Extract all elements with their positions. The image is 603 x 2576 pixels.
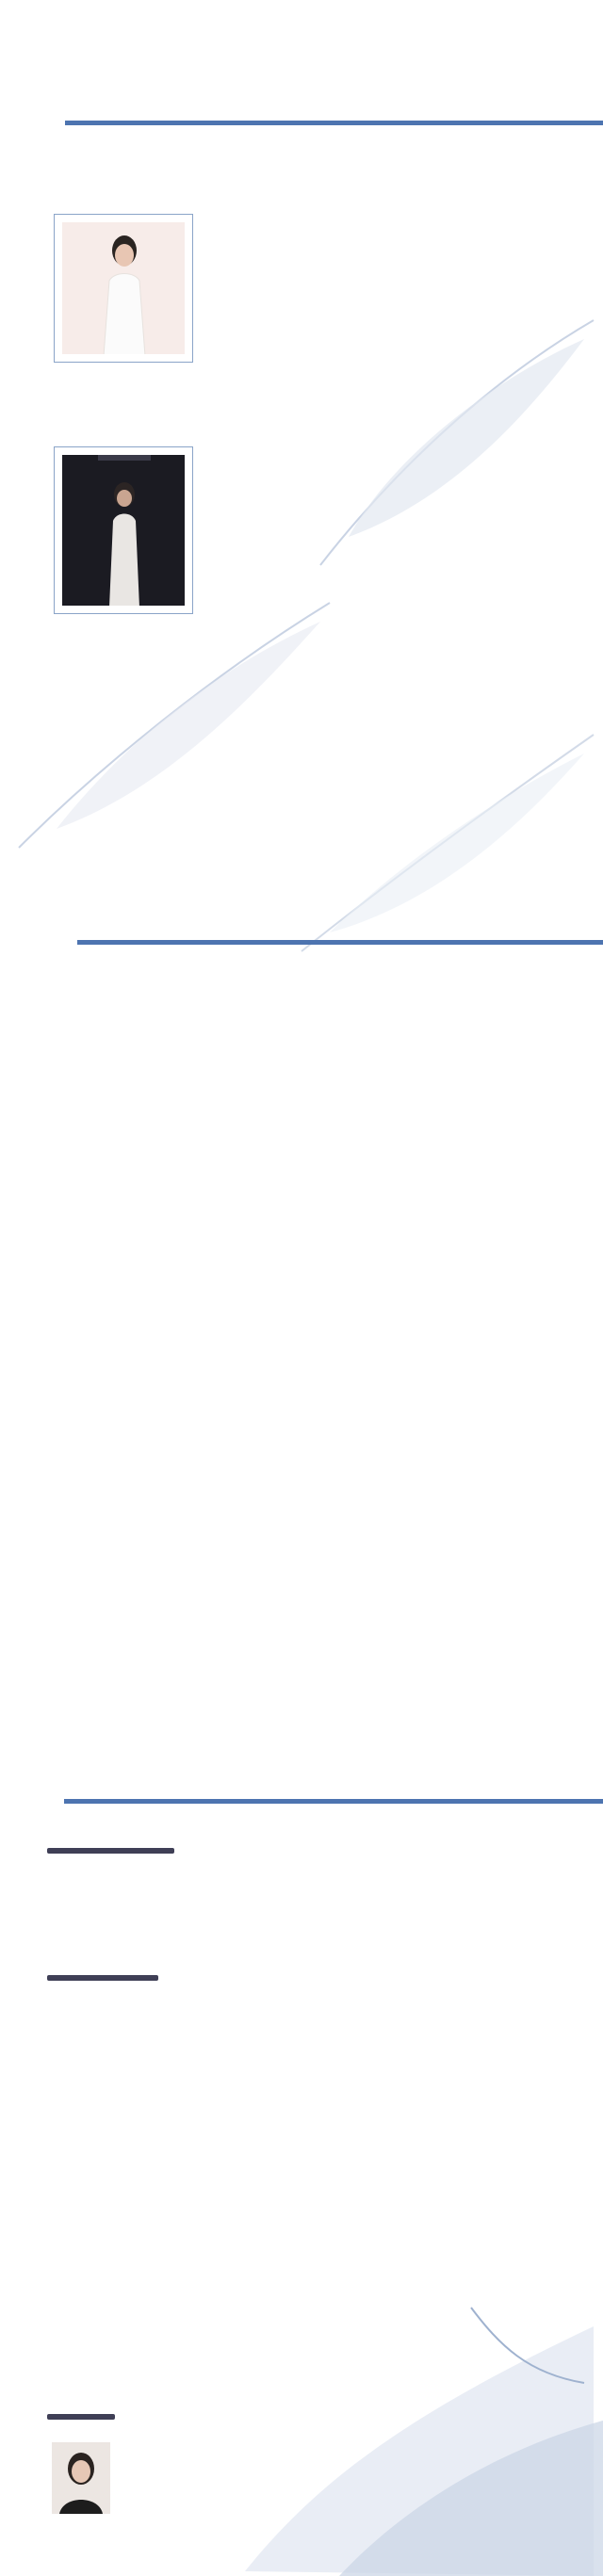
greeting-title-rule	[65, 121, 603, 125]
director-photo-1	[62, 222, 185, 354]
director-portrait-1	[62, 222, 185, 354]
guest-portrait	[52, 2442, 110, 2514]
guest-photo-image	[52, 2442, 110, 2514]
guest-info	[139, 2447, 422, 2452]
feather-decoration-program	[283, 716, 603, 970]
cast-title-rule	[64, 1799, 603, 1804]
studio2-label	[47, 1975, 158, 1981]
director-photo-frame-2	[54, 446, 193, 614]
guest-label	[47, 2414, 115, 2420]
studio1-label	[47, 1848, 174, 1854]
director-photo-frame-1	[54, 214, 193, 363]
greeting-section-title	[54, 121, 603, 125]
director-photo-2	[62, 455, 185, 606]
program-title-rule	[77, 940, 603, 945]
director-portrait-2	[62, 455, 185, 606]
cast-section-title	[47, 1799, 603, 1804]
feather-decoration-top	[311, 311, 603, 575]
guest-photo	[52, 2442, 110, 2514]
watercolor-decoration-bottom	[188, 2195, 603, 2576]
program-section-title	[66, 940, 603, 945]
